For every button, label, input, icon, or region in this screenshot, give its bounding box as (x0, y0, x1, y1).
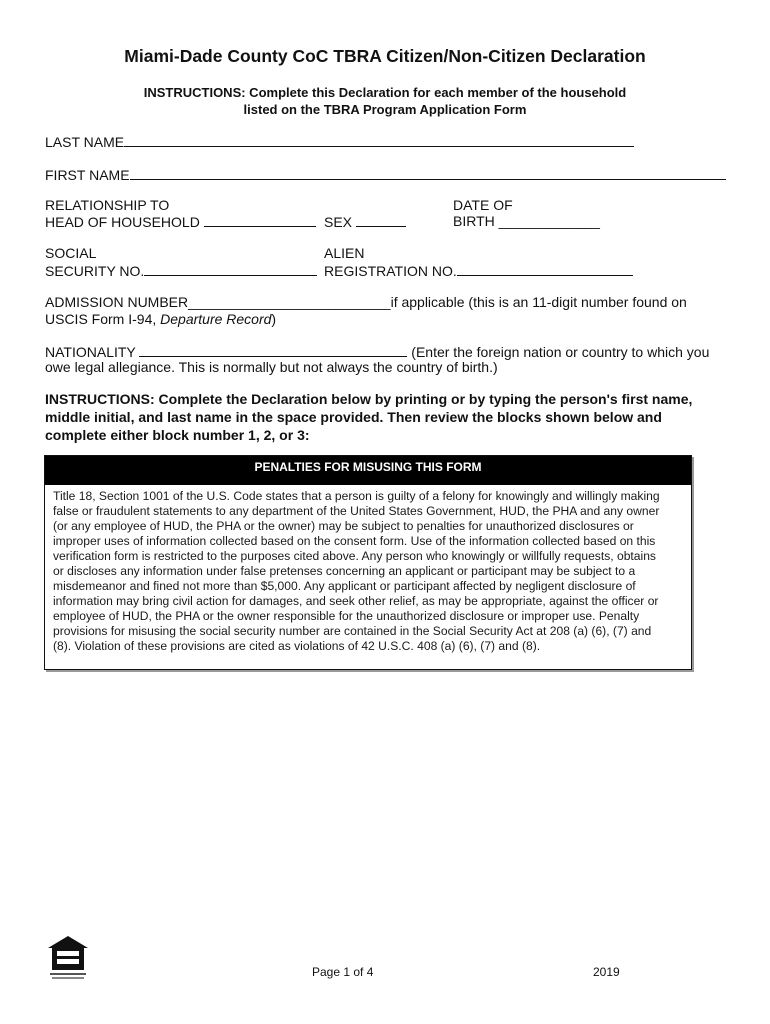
relationship-row (45, 213, 316, 230)
nationality-line-2: owe legal allegiance. This is normally but not always the country of birth.) (45, 359, 498, 375)
penalties-line: information may bring civil action for damages, and seek other relief, as may be appropriate, against the officer or (53, 594, 659, 608)
penalties-line: employee of HUD, the PHA or the owner responsible for the unauthorized disclosure or improper use. Penalty (53, 609, 640, 623)
page-number: Page 1 of 4 (312, 965, 374, 979)
declaration-instructions-line-2: middle initial, and last name in the space provided. Then review the blocks shown below and (45, 409, 662, 425)
instructions-line-2: listed on the TBRA Program Application Form (243, 102, 527, 117)
last-name-label: LAST NAME (45, 134, 125, 150)
penalties-box (44, 455, 692, 670)
dob-row (453, 213, 600, 229)
admission-line2-prefix: USCIS Form I-94, (45, 311, 161, 327)
penalties-heading: PENALTIES FOR MISUSING THIS FORM (45, 456, 691, 485)
penalties-line: provisions for misusing the social security number are contained in the Social Security Act at 208 (a) (6), (7) and (53, 624, 652, 638)
penalties-line: (or any employee of HUD, the PHA or the owner) may be subject to penalties for unauthorized disclosures or (53, 519, 634, 533)
admission-line2-suffix: ) (271, 311, 277, 327)
declaration-instructions-line-3: complete either block number 1, 2, or 3: (45, 427, 310, 443)
equal-housing-opportunity-icon (46, 934, 90, 982)
document-title: Miami-Dade County CoC TBRA Citizen/Non-Citizen Declaration (124, 46, 646, 66)
relationship-label: HEAD OF HOUSEHOLD (45, 214, 200, 230)
first-name-field[interactable] (130, 166, 726, 180)
ssn-row (45, 262, 317, 279)
sex-label: SEX (324, 214, 353, 230)
dob-field[interactable]: _____________ (498, 213, 600, 229)
admission-line2-italic: Departure Record (160, 311, 272, 327)
ssn-label: SECURITY NO. (45, 263, 145, 279)
penalties-line: false or fraudulent statements to any department of the United States Government, HUD, the PHA and any owner (53, 504, 660, 518)
last-name-field[interactable] (124, 133, 634, 147)
nationality-field[interactable] (139, 343, 407, 357)
penalties-line: or discloses any information under false pretenses concerning an applicant or participant may be subject to a (53, 564, 636, 578)
admission-label: ADMISSION NUMBER (45, 294, 189, 310)
first-name-row (45, 166, 726, 183)
penalties-line: improper uses of information collected based on the consent form. Use of the information collected based on this (53, 534, 656, 548)
penalties-line: verification form is restricted to the purposes cited above. Any person who knowingly or willfully requests, obtains (53, 549, 656, 563)
dob-label: BIRTH (453, 213, 495, 229)
alien-row (324, 262, 633, 279)
dob-label-line-1: DATE OF (453, 197, 513, 213)
nationality-note: (Enter the foreign nation or country to which you (407, 344, 710, 360)
sex-field[interactable] (356, 213, 406, 227)
penalties-line: misdemeanor and fined not more than $5,000. Any applicant or participant affected by negligent disclosure of (53, 579, 636, 593)
admission-row (45, 294, 745, 310)
instructions-header (0, 84, 770, 118)
admission-row-2 (45, 311, 276, 327)
alien-registration-field[interactable] (457, 262, 633, 276)
nationality-row (45, 343, 745, 360)
penalties-line: Title 18, Section 1001 of the U.S. Code states that a person is guilty of a felony for knowingly and willingly making (53, 489, 660, 503)
nationality-label: NATIONALITY (45, 344, 136, 360)
admission-note: if applicable (this is an 11-digit number found on (390, 294, 687, 310)
ssn-label-line-1: SOCIAL (45, 245, 97, 261)
admission-number-field[interactable]: __________________________ (188, 294, 391, 310)
first-name-label: FIRST NAME (45, 167, 130, 183)
last-name-row (45, 133, 634, 150)
ssn-field[interactable] (144, 262, 317, 276)
relationship-label-line-1: RELATIONSHIP TO (45, 197, 170, 213)
relationship-field[interactable] (204, 213, 316, 227)
declaration-instructions (45, 390, 735, 444)
penalties-line: (8). Violation of these provisions are cited as violations of 42 U.S.C. 408 (a) (6), (7) and (8). (53, 639, 541, 653)
instructions-line-1: INSTRUCTIONS: Complete this Declaration for each member of the household (143, 85, 627, 100)
penalties-text (45, 485, 691, 654)
document-year: 2019 (593, 965, 620, 979)
alien-label-line-1: ALIEN (324, 245, 365, 261)
sex-row (324, 213, 406, 230)
alien-label: REGISTRATION NO. (324, 263, 457, 279)
declaration-instructions-line-1: INSTRUCTIONS: Complete the Declaration below by printing or by typing the person's first name, (45, 391, 693, 407)
